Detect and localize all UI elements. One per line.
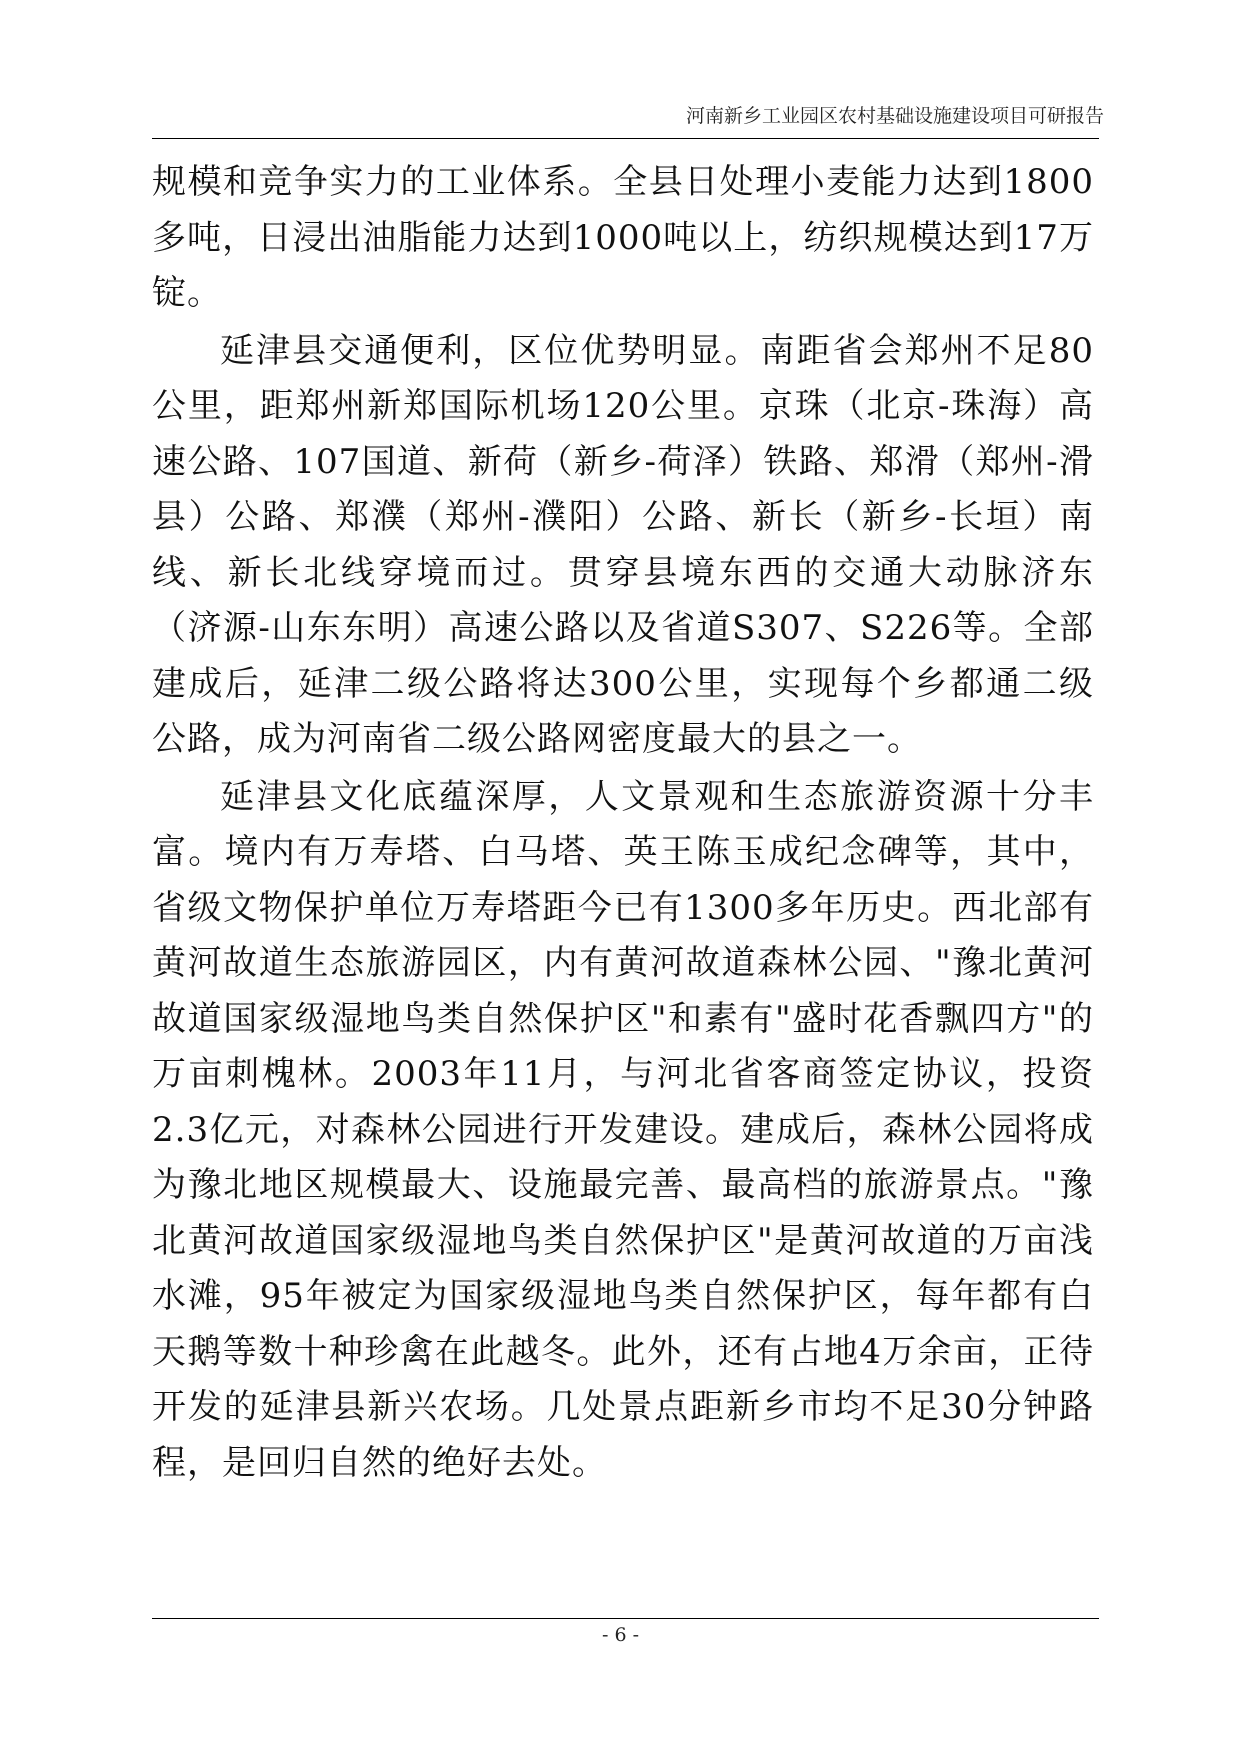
paragraph-culture-tourism: 延津县文化底蕴深厚，人文景观和生态旅游资源十分丰富。境内有万寿塔、白马塔、英王陈玉成纪念碑等，其中，省级文物保护单位万寿塔距今已有1300多年历史。西北部有黄河故道生态旅游园区，内有黄河故道森林公园、"豫北黄河故道国家级湿地鸟类自然保护区"和素有"盛时花香飘四方"的万亩刺槐林。2003年11月，与河北省客商签定协议，投资2.3亿元，对森林公园进行开发建设。建成后，森林公园将成为豫北地区规模最大、设施最完善、最高档的旅游景点。"豫北黄河故道国家级湿地鸟类自然保护区"是黄河故道的万亩浅水滩，95年被定为国家级湿地鸟类自然保护区，每年都有白天鹅等数十种珍禽在此越冬。此外，还有占地4万余亩，正待开发的延津县新兴农场。几处景点距新乡市均不足30分钟路程，是回归自然的绝好去处。 bbox=[152, 776, 1094, 1483]
footer-divider bbox=[152, 1618, 1099, 1619]
page-number: - 6 - bbox=[601, 1624, 639, 1646]
paragraph-transport: 延津县交通便利，区位优势明显。南距省会郑州不足80公里，距郑州新郑国际机场120公里。京珠（北京-珠海）高速公路、107国道、新荷（新乡-荷泽）铁路、郑滑（郑州-滑县）公路、郑濮（郑州-濮阳）公路、新长（新乡-长垣）南线、新长北线穿境而过。贯穿县境东西的交通大动脉济东（济源-山东东明）高速公路以及省道S307、S226等。全部建成后，延津二级公路将达300公里，实现每个乡都通二级公路，成为河南省二级公路网密度最大的县之一。 bbox=[152, 330, 1094, 759]
header-divider bbox=[152, 138, 1099, 139]
document-body bbox=[152, 155, 1094, 1491]
paragraph-industry: 规模和竞争实力的工业体系。全县日处理小麦能力达到1800多吨，日浸出油脂能力达到1000吨以上，纺织规模达到17万锭。 bbox=[152, 162, 1094, 313]
header-title: 河南新乡工业园区农村基础设施建设项目可研报告 bbox=[685, 105, 1104, 127]
